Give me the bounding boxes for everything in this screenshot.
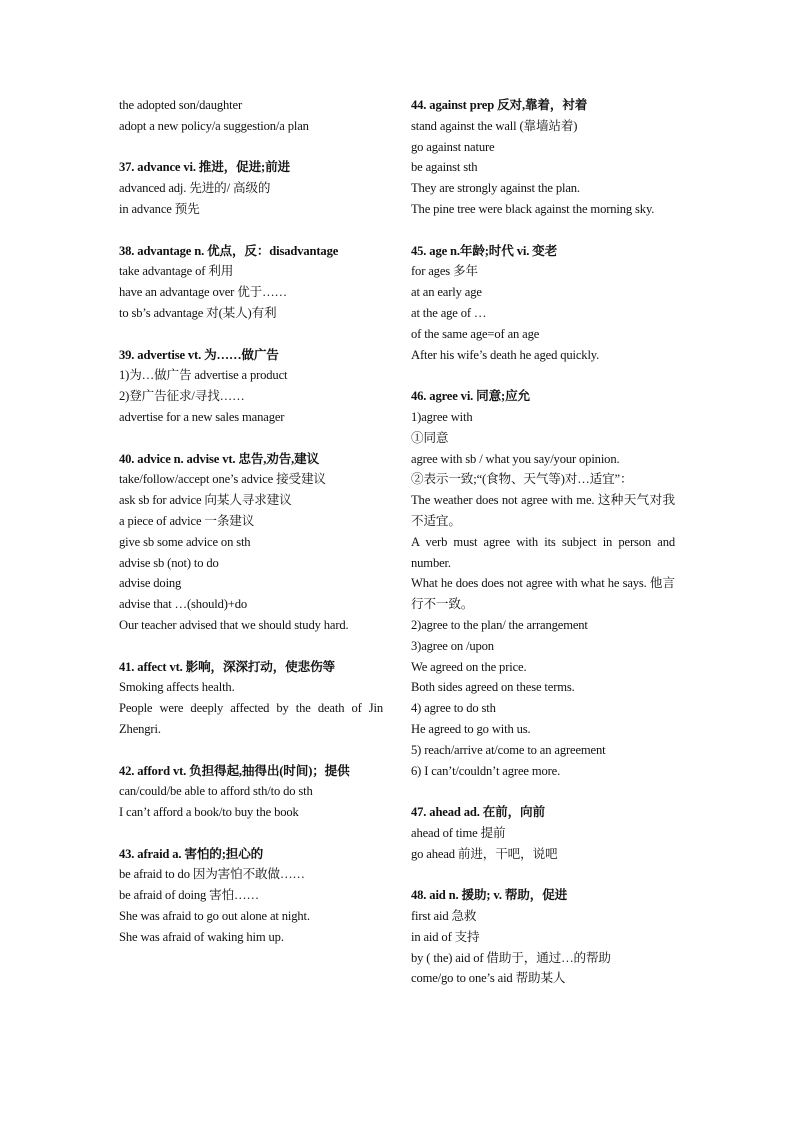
vocab-entry — [411, 95, 675, 220]
vocab-entry — [119, 449, 383, 636]
vocab-entry — [119, 241, 383, 324]
entry-line: go against nature — [411, 139, 495, 154]
entry-line: Both sides agreed on these terms. — [411, 680, 575, 695]
entry-line: A verb must agree with its subject in person and number. — [411, 534, 675, 570]
entry-line: give sb some advice on sth — [119, 534, 251, 549]
entry-line: at the age of … — [411, 305, 487, 320]
entry-line: for ages 多年 — [411, 264, 478, 279]
entry-line: 1)为…做广告 advertise a product — [119, 368, 288, 383]
vocab-entry — [119, 844, 383, 948]
left-column — [119, 95, 383, 968]
vocab-entry — [119, 345, 383, 428]
entry-line: be afraid to do 因为害怕不敢做…… — [119, 867, 305, 882]
entry-line: stand against the wall (靠墙站着) — [411, 118, 578, 133]
entry-line: ①同意 — [411, 430, 449, 445]
entry-line: She was afraid to go out alone at night. — [119, 909, 310, 924]
entry-line: What he does does not agree with what he says. 他言行不一致。 — [411, 576, 675, 612]
vocab-entry — [119, 95, 383, 137]
entry-heading: 38. advantage n. 优点，反：disadvantage — [119, 243, 339, 258]
entry-line: by ( the) aid of 借助于，通过…的帮助 — [411, 950, 611, 965]
entry-line: People were deeply affected by the death of Jin Zhengri. — [119, 701, 383, 736]
entry-heading: 39. advertise vt. 为……做广告 — [119, 347, 279, 362]
vocab-entry — [411, 386, 675, 781]
vocab-entry — [119, 157, 383, 219]
entry-line: go ahead 前进，干吧，说吧 — [411, 846, 558, 861]
entry-line: agree with sb / what you say/your opinion. — [411, 451, 620, 466]
entry-heading: 43. afraid a. 害怕的;担心的 — [119, 846, 264, 861]
entry-line: can/could/be able to afford sth/to do sth — [119, 784, 313, 799]
entry-heading: 41. affect vt. 影响，深深打动，使悲伤等 — [119, 659, 335, 674]
entry-line: The weather does not agree with me. 这种天气对我不适宜。 — [411, 493, 675, 528]
entry-line: They are strongly against the plan. — [411, 181, 580, 196]
vocab-entry — [411, 802, 675, 864]
entry-line: in aid of 支持 — [411, 929, 480, 944]
entry-line: He agreed to go with us. — [411, 721, 531, 736]
entry-line: advertise for a new sales manager — [119, 409, 285, 424]
entry-line: ask sb for advice 向某人寻求建议 — [119, 493, 292, 508]
entry-heading: 42. afford vt. 负担得起,抽得出(时间)；提供 — [119, 763, 350, 778]
entry-line: We agreed on the price. — [411, 659, 527, 674]
entry-line: take advantage of 利用 — [119, 264, 234, 279]
entry-line: be against sth — [411, 160, 478, 175]
entry-line: After his wife’s death he aged quickly. — [411, 347, 600, 362]
entry-heading: 40. advice n. advise vt. 忠告,劝告,建议 — [119, 451, 320, 466]
entry-line: 5) reach/arrive at/come to an agreement — [411, 742, 606, 757]
entry-heading: 46. agree vi. 同意;应允 — [411, 389, 530, 404]
entry-line: be afraid of doing 害怕…… — [119, 888, 259, 903]
entry-line: 4) agree to do sth — [411, 701, 496, 716]
entry-line: of the same age=of an age — [411, 326, 540, 341]
entry-line: The pine tree were black against the morning sky. — [411, 201, 655, 216]
entry-line: Smoking affects health. — [119, 680, 235, 695]
entry-line: advise doing — [119, 576, 182, 591]
entry-heading: 45. age n.年龄;时代 vi. 变老 — [411, 243, 558, 258]
entry-heading: 47. ahead ad. 在前，向前 — [411, 805, 545, 820]
entry-line: advise sb (not) to do — [119, 555, 219, 570]
entry-line: She was afraid of waking him up. — [119, 929, 284, 944]
entry-heading: 44. against prep 反对,靠着，衬着 — [411, 98, 588, 112]
entry-heading: 48. aid n. 援助; v. 帮助，促进 — [411, 888, 568, 903]
entry-line: 1)agree with — [411, 409, 473, 424]
entry-line: a piece of advice 一条建议 — [119, 513, 255, 528]
entry-line: I can’t afford a book/to buy the book — [119, 805, 299, 820]
entry-line: come/go to one’s aid 帮助某人 — [411, 971, 566, 986]
vocab-entry — [411, 885, 675, 989]
entry-line: advanced adj. 先进的/ 高级的 — [119, 181, 271, 196]
entry-line: advise that …(should)+do — [119, 597, 248, 612]
entry-line: at an early age — [411, 285, 482, 300]
entry-line: Our teacher advised that we should study hard. — [119, 617, 349, 632]
entry-line: take/follow/accept one’s advice 接受建议 — [119, 472, 326, 487]
entry-line: to sb’s advantage 对(某人)有利 — [119, 305, 277, 320]
entry-line: 3)agree on /upon — [411, 638, 494, 653]
vocab-entry — [119, 657, 383, 740]
entry-line: first aid 急救 — [411, 909, 477, 924]
entry-line: adopt a new policy/a suggestion/a plan — [119, 118, 309, 133]
entry-line: have an advantage over 优于…… — [119, 285, 288, 300]
entry-line: the adopted son/daughter — [119, 98, 243, 112]
right-column — [411, 95, 675, 1010]
vocab-entry — [119, 761, 383, 823]
entry-line: in advance 预先 — [119, 201, 200, 216]
entry-line: ②表示一致;“(食物、天气等)对…适宜”： — [411, 472, 633, 487]
entry-line: 2)agree to the plan/ the arrangement — [411, 617, 588, 632]
vocab-entry — [411, 241, 675, 366]
entry-heading: 37. advance vi. 推进，促进;前进 — [119, 160, 290, 175]
entry-line: ahead of time 提前 — [411, 825, 506, 840]
entry-line: 6) I can’t/couldn’t agree more. — [411, 763, 561, 778]
entry-line: 2)登广告征求/寻找…… — [119, 389, 245, 404]
